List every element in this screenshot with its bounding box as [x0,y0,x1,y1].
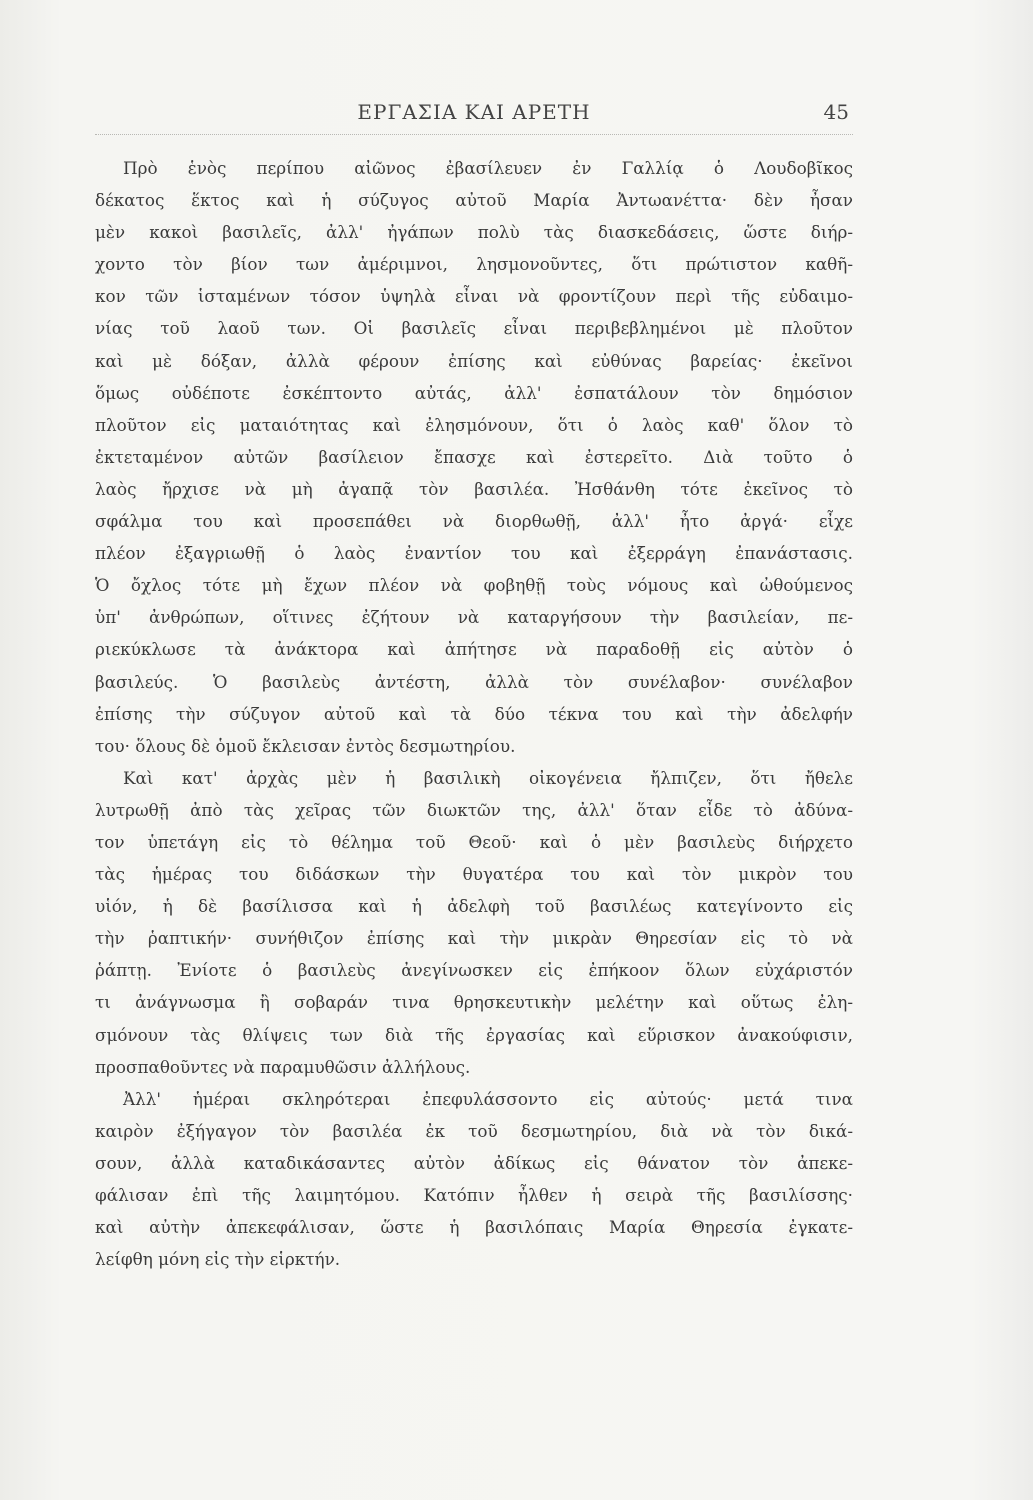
text-line: κον τῶν ἱσταμένων τόσον ὑψηλὰ εἶναι νὰ φροντίζουν περὶ τῆς εὐδαιμο- [95,286,853,307]
text-line: μὲν κακοὶ βασιλεῖς, ἀλλ' ἠγάπων πολὺ τὰς διασκεδάσεις, ὥστε διήρ- [95,222,853,243]
text-line: ἐπίσης τὴν σύζυγον αὐτοῦ καὶ τὰ δύο τέκνα του καὶ τὴν ἀδελφήν [95,703,853,724]
text-line: τὰς ἡμέρας του διδάσκων τὴν θυγατέρα του καὶ τὸν μικρὸν του [95,864,853,885]
text-line: λυτρωθῇ ἀπὸ τὰς χεῖρας τῶν διωκτῶν της, ἀλλ' ὅταν εἶδε τὸ ἀδύνα- [95,799,853,820]
running-title: ΕΡΓΑΣΙΑ ΚΑΙ ΑΡΕΤΗ [357,100,591,124]
text-line: ριεκύκλωσε τὰ ἀνάκτορα καὶ ἀπήτησε νὰ παραδοθῇ εἰς αὐτὸν ὁ [95,639,853,660]
text-line: καὶ αὐτὴν ἀπεκεφάλισαν, ὥστε ἡ βασιλόπαις Μαρία Θηρεσία ἐγκατε- [95,1217,853,1238]
text-line: ὑπ' ἀνθρώπων, οἵτινες ἐζήτουν νὰ καταργήσουν τὴν βασιλείαν, πε- [95,607,853,628]
text-line: χοντο τὸν βίον των ἀμέριμνοι, λησμονοῦντες, ὅτι πρώτιστον καθῆ- [95,254,853,275]
text-line: σμόνουν τὰς θλίψεις των διὰ τῆς ἐργασίας καὶ εὕρισκον ἀνακούφισιν, [95,1024,853,1045]
text-line: τὴν ῥαπτικήν· συνήθιζον ἐπίσης καὶ τὴν μικρὰν Θηρεσίαν εἰς τὸ νὰ [95,928,853,949]
text-line: τι ἀνάγνωσμα ἢ σοβαράν τινα θρησκευτικὴν μελέτην καὶ οὕτως ἐλη- [95,992,853,1013]
text-line: καιρὸν ἐξήγαγον τὸν βασιλέα ἐκ τοῦ δεσμωτηρίου, διὰ νὰ τὸν δικά- [95,1120,853,1141]
paragraph-3 [95,1083,853,1276]
text-line: σουν, ἀλλὰ καταδικάσαντες αὐτὸν ἀδίκως εἰς θάνατον τὸν ἀπεκε- [95,1152,853,1173]
text-line: υἱόν, ἡ δὲ βασίλισσα καὶ ἡ ἀδελφὴ τοῦ βασιλέως κατεγίνοντο εἰς [95,896,853,917]
text-line: Ὁ ὄχλος τότε μὴ ἔχων πλέον νὰ φοβηθῇ τοὺς νόμους καὶ ὠθούμενος [95,575,853,596]
text-line: Ἀλλ' ἡμέραι σκληρότεραι ἐπεφυλάσσοντο εἰς αὐτούς· μετά τινα [123,1088,853,1109]
text-line: ὅμως οὐδέποτε ἐσκέπτοντο αὐτάς, ἀλλ' ἐσπατάλουν τὸν δημόσιον [95,382,853,403]
page-header [95,98,853,135]
page-number: 45 [823,100,849,124]
text-line: του· ὅλους δὲ ὁμοῦ ἔκλεισαν ἐντὸς δεσμωτηρίου. [95,735,516,756]
text-line: προσπαθοῦντες νὰ παραμυθῶσιν ἀλλήλους. [95,1056,471,1077]
text-line: δέκατος ἕκτος καὶ ἡ σύζυγος αὐτοῦ Μαρία Ἀντωανέττα· δὲν ἦσαν [95,190,853,211]
text-line: βασιλεύς. Ὁ βασιλεὺς ἀντέστη, ἀλλὰ τὸν συνέλαβον· συνέλαβον [95,671,853,692]
paragraph-2 [95,762,853,1083]
body-text [95,152,853,1275]
text-line: ῥάπτῃ. Ἐνίοτε ὁ βασιλεὺς ἀνεγίνωσκεν εἰς ἐπήκοον ὅλων εὐχάριστόν [95,960,853,981]
text-line: λαὸς ἤρχισε νὰ μὴ ἀγαπᾷ τὸν βασιλέα. Ἠσθάνθη τότε ἐκεῖνος τὸ [95,478,853,499]
text-line: Πρὸ ἑνὸς περίπου αἰῶνος ἐβασίλευεν ἐν Γαλλίᾳ ὁ Λουδοβῖκος [123,158,853,178]
paragraph-1 [95,152,853,762]
text-line: νίας τοῦ λαοῦ των. Οἱ βασιλεῖς εἶναι περιβεβλημένοι μὲ πλοῦτον [95,318,853,339]
text-line: Καὶ κατ' ἀρχὰς μὲν ἡ βασιλικὴ οἰκογένεια ἤλπιζεν, ὅτι ἤθελε [123,767,853,788]
text-line: σφάλμα του καὶ προσεπάθει νὰ διορθωθῇ, ἀλλ' ἦτο ἀργά· εἶχε [95,511,853,532]
text-line: ἐκτεταμένον αὐτῶν βασίλειον ἔπασχε καὶ ἐστερεῖτο. Διὰ τοῦτο ὁ [95,446,853,467]
text-line: τον ὑπετάγη εἰς τὸ θέλημα τοῦ Θεοῦ· καὶ ὁ μὲν βασιλεὺς διήρχετο [95,831,853,852]
text-line: λείφθη μόνη εἰς τὴν εἱρκτήν. [95,1249,341,1270]
text-line: πλέον ἐξαγριωθῇ ὁ λαὸς ἐναντίον του καὶ ἐξερράγη ἐπανάστασις. [95,543,853,564]
text-line: καὶ μὲ δόξαν, ἀλλὰ φέρουν ἐπίσης καὶ εὐθύνας βαρείας· ἐκεῖνοι [95,350,853,371]
text-line: φάλισαν ἐπὶ τῆς λαιμητόμου. Κατόπιν ἦλθεν ἡ σειρὰ τῆς βασιλίσσης· [95,1185,853,1205]
text-line: πλοῦτον εἰς ματαιότητας καὶ ἐλησμόνουν, ὅτι ὁ λαὸς καθ' ὅλον τὸ [95,414,853,435]
